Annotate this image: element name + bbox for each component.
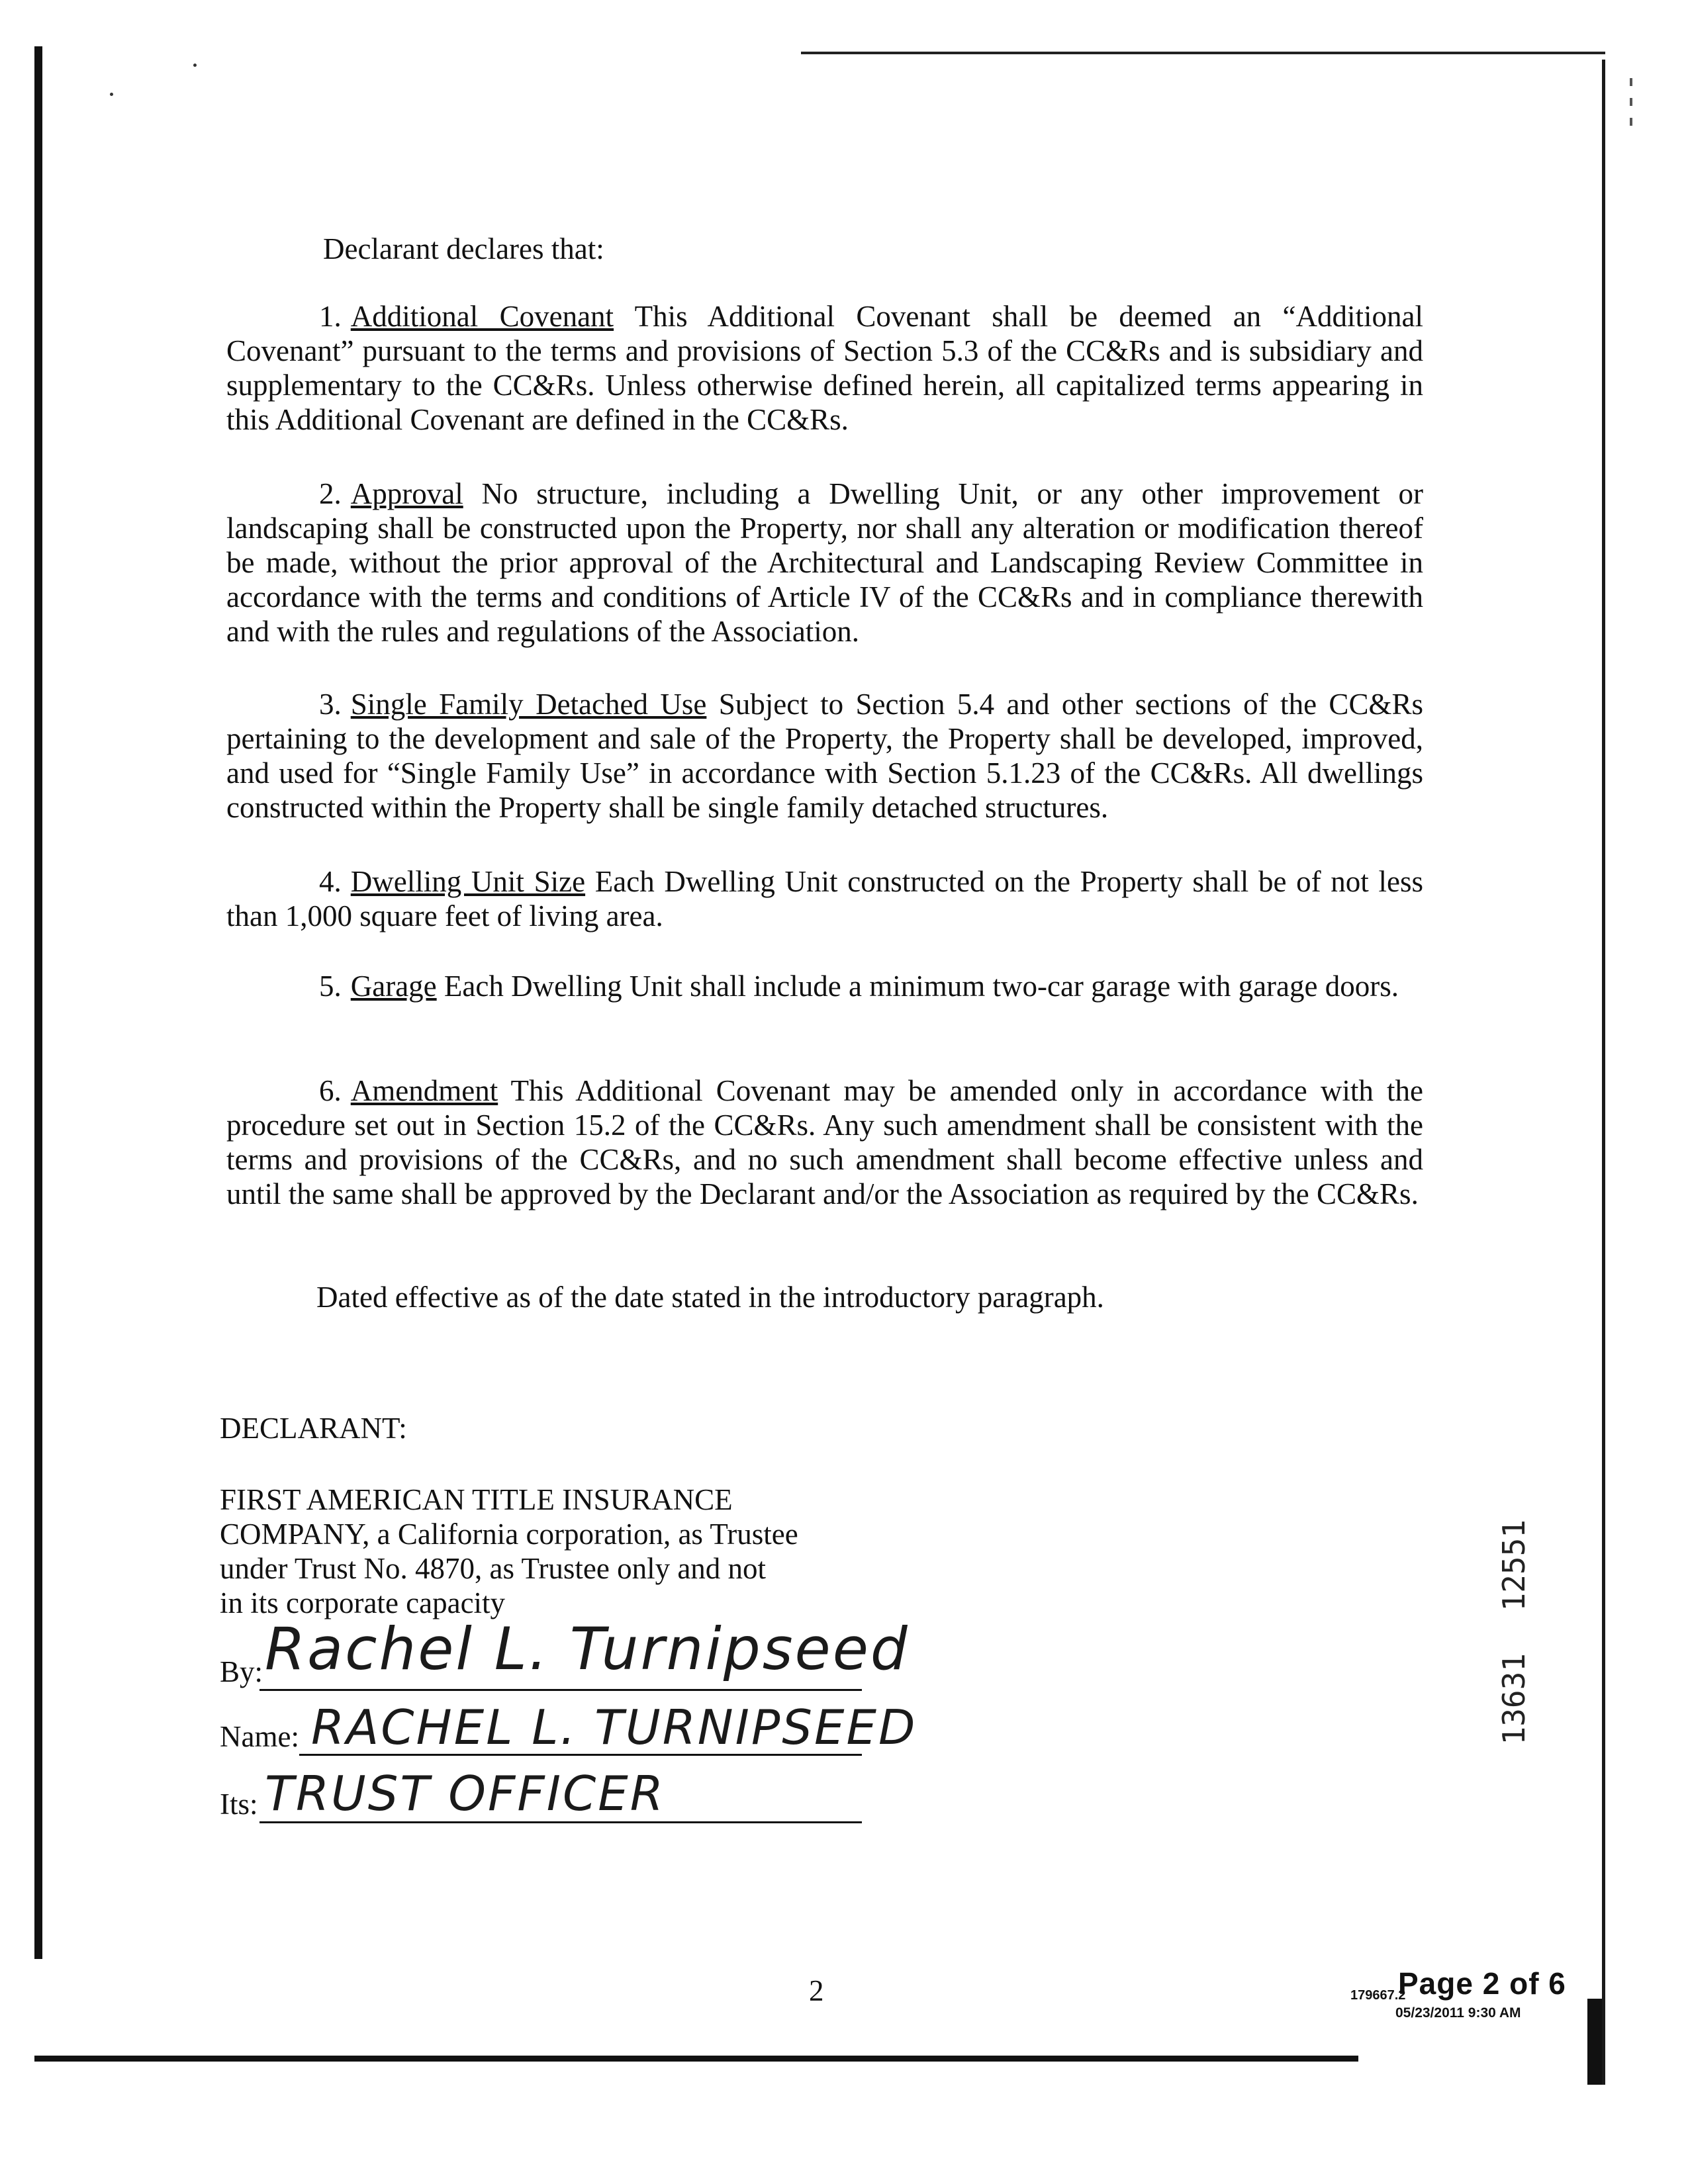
- scan-speck: [193, 64, 197, 67]
- its-signature-line: [259, 1821, 862, 1823]
- scan-border-left: [34, 46, 42, 1959]
- section-1: [226, 299, 1423, 437]
- company-line-1: FIRST AMERICAN TITLE INSURANCE: [220, 1483, 733, 1516]
- name-handwriting: RACHEL L. TURNIPSEED: [311, 1700, 917, 1755]
- company-line-4: in its corporate capacity: [220, 1586, 506, 1619]
- its-handwriting: TRUST OFFICER: [265, 1766, 665, 1821]
- dated-line: Dated effective as of the date stated in the introductory paragraph.: [316, 1281, 1104, 1314]
- section-text: No structure, including a Dwelling Unit, or any other improvement or landscaping shall be constructed upon the Property, nor shall any alteration or modification thereof be made, without the prior approval of the Architectural and Landscaping Review Committee in accordance with the terms and conditions of Article IV of the CC&Rs and in compliance therewith and with the rules and regulations of the Association.: [226, 477, 1423, 648]
- page-of-label: Page 2 of 6: [1398, 1966, 1566, 2001]
- name-label: Name:: [220, 1720, 299, 1753]
- signature-handwriting: Rachel L. Turnipseed: [265, 1615, 910, 1683]
- section-number: 2.: [319, 477, 342, 510]
- section-5: [226, 969, 1423, 1003]
- edge-tick: [1630, 98, 1632, 106]
- declarant-label: DECLARANT:: [220, 1412, 407, 1445]
- its-label: Its:: [220, 1788, 258, 1821]
- by-label: By:: [220, 1655, 263, 1688]
- edge-tick: [1630, 78, 1632, 86]
- scan-speck: [110, 93, 113, 96]
- section-text: This Additional Covenant shall be deemed an “Additional Covenant” pursuant to the terms and provisions of Section 5.3 of the CC&Rs and is subsidiary and supplementary to the CC&Rs. Unless otherwise defined herein, all capitalized terms appearing in this Additional Covenant are defined in the CC&Rs.: [226, 300, 1423, 436]
- section-number: 3.: [319, 688, 342, 721]
- by-signature-line: [259, 1689, 862, 1691]
- recording-number-1: 12551: [1496, 1520, 1532, 1612]
- section-heading: Additional Covenant: [350, 300, 614, 333]
- scan-border-bottom: [34, 2056, 1358, 2062]
- company-line-3: under Trust No. 4870, as Trustee only and not: [220, 1552, 767, 1585]
- intro-line: Declarant declares that:: [323, 232, 604, 265]
- document-reference: 179667.2: [1350, 1988, 1406, 2003]
- company-line-2: COMPANY, a California corporation, as Trustee: [220, 1518, 798, 1551]
- section-2: [226, 477, 1423, 649]
- section-number: 4.: [319, 865, 342, 898]
- section-3: [226, 687, 1423, 825]
- section-number: 5.: [319, 970, 342, 1003]
- section-heading: Approval: [350, 477, 463, 510]
- section-text: Each Dwelling Unit constructed on the Property shall be of not less than 1,000 square feet of living area.: [226, 865, 1423, 933]
- section-heading: Single Family Detached Use: [350, 688, 707, 721]
- section-number: 6.: [319, 1074, 342, 1107]
- section-text: Subject to Section 5.4 and other sections of the CC&Rs pertaining to the development and sale of the Property, the Property shall be developed, improved, and used for “Single Family Use” in accordance with Section 5.1.23 of the CC&Rs. All dwellings constructed within the Property shall be single family detached structures.: [226, 688, 1423, 824]
- section-heading: Garage: [350, 970, 437, 1003]
- recording-number-2: 13631: [1496, 1653, 1532, 1745]
- section-heading: Amendment: [350, 1074, 498, 1107]
- section-heading: Dwelling Unit Size: [350, 865, 586, 898]
- page-number: 2: [809, 1974, 824, 2007]
- scan-border-right: [1602, 60, 1605, 2085]
- scan-corner-mark: [1587, 1999, 1602, 2085]
- section-6: [226, 1073, 1423, 1211]
- scan-border-top: [801, 52, 1605, 54]
- section-text: This Additional Covenant may be amended only in accordance with the procedure set out in Section 15.2 of the CC&Rs. Any such amendment shall be consistent with the terms and provisions of the CC&Rs, and no such amendment shall become effective unless and until the same shall be approved by the Declarant and/or the Association as required by the CC&Rs.: [226, 1074, 1423, 1210]
- section-text: Each Dwelling Unit shall include a minimum two-car garage with garage doors.: [436, 970, 1399, 1003]
- section-number: 1.: [319, 300, 342, 333]
- edge-tick: [1630, 118, 1632, 126]
- section-4: [226, 864, 1423, 933]
- recording-timestamp: 05/23/2011 9:30 AM: [1395, 2005, 1521, 2021]
